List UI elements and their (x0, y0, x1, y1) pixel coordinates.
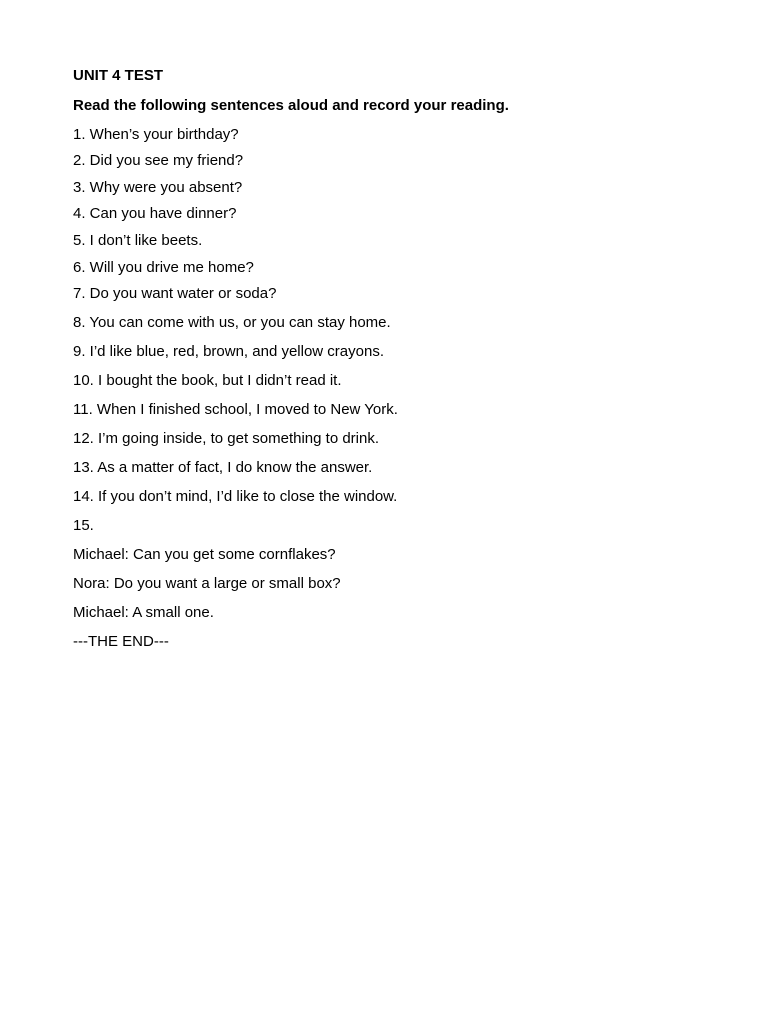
sentence-5: 5. I don’t like beets. (73, 232, 203, 249)
sentence-15: 15. (73, 517, 94, 534)
dialogue-line-2: Nora: Do you want a large or small box? (73, 575, 341, 592)
sentence-11: 11. When I finished school, I moved to New York. (73, 401, 398, 418)
dialogue-line-1: Michael: Can you get some cornflakes? (73, 546, 336, 563)
sentence-3: 3. Why were you absent? (73, 179, 243, 196)
sentence-12: 12. I’m going inside, to get something to drink. (73, 430, 380, 447)
sentence-2: 2. Did you see my friend? (73, 152, 244, 169)
sentence-14: 14. If you don’t mind, I’d like to close the window. (73, 488, 398, 505)
sentence-6: 6. Will you drive me home? (73, 259, 254, 276)
the-end-text: ---THE END--- (73, 633, 169, 650)
dialogue-line-3: Michael: A small one. (73, 604, 214, 621)
sentence-4: 4. Can you have dinner? (73, 205, 237, 222)
sentence-10: 10. I bought the book, but I didn’t read it. (73, 372, 342, 389)
sentence-7: 7. Do you want water or soda? (73, 285, 277, 302)
sentence-9: 9. I’d like blue, red, brown, and yellow crayons. (73, 343, 384, 360)
sentence-1: 1. When’s your birthday? (73, 126, 239, 143)
document-title: UNIT 4 TEST (73, 67, 164, 84)
sentence-13: 13. As a matter of fact, I do know the answer. (73, 459, 373, 476)
sentence-8: 8. You can come with us, or you can stay home. (73, 314, 391, 331)
instruction-text: Read the following sentences aloud and record your reading. (73, 97, 509, 114)
